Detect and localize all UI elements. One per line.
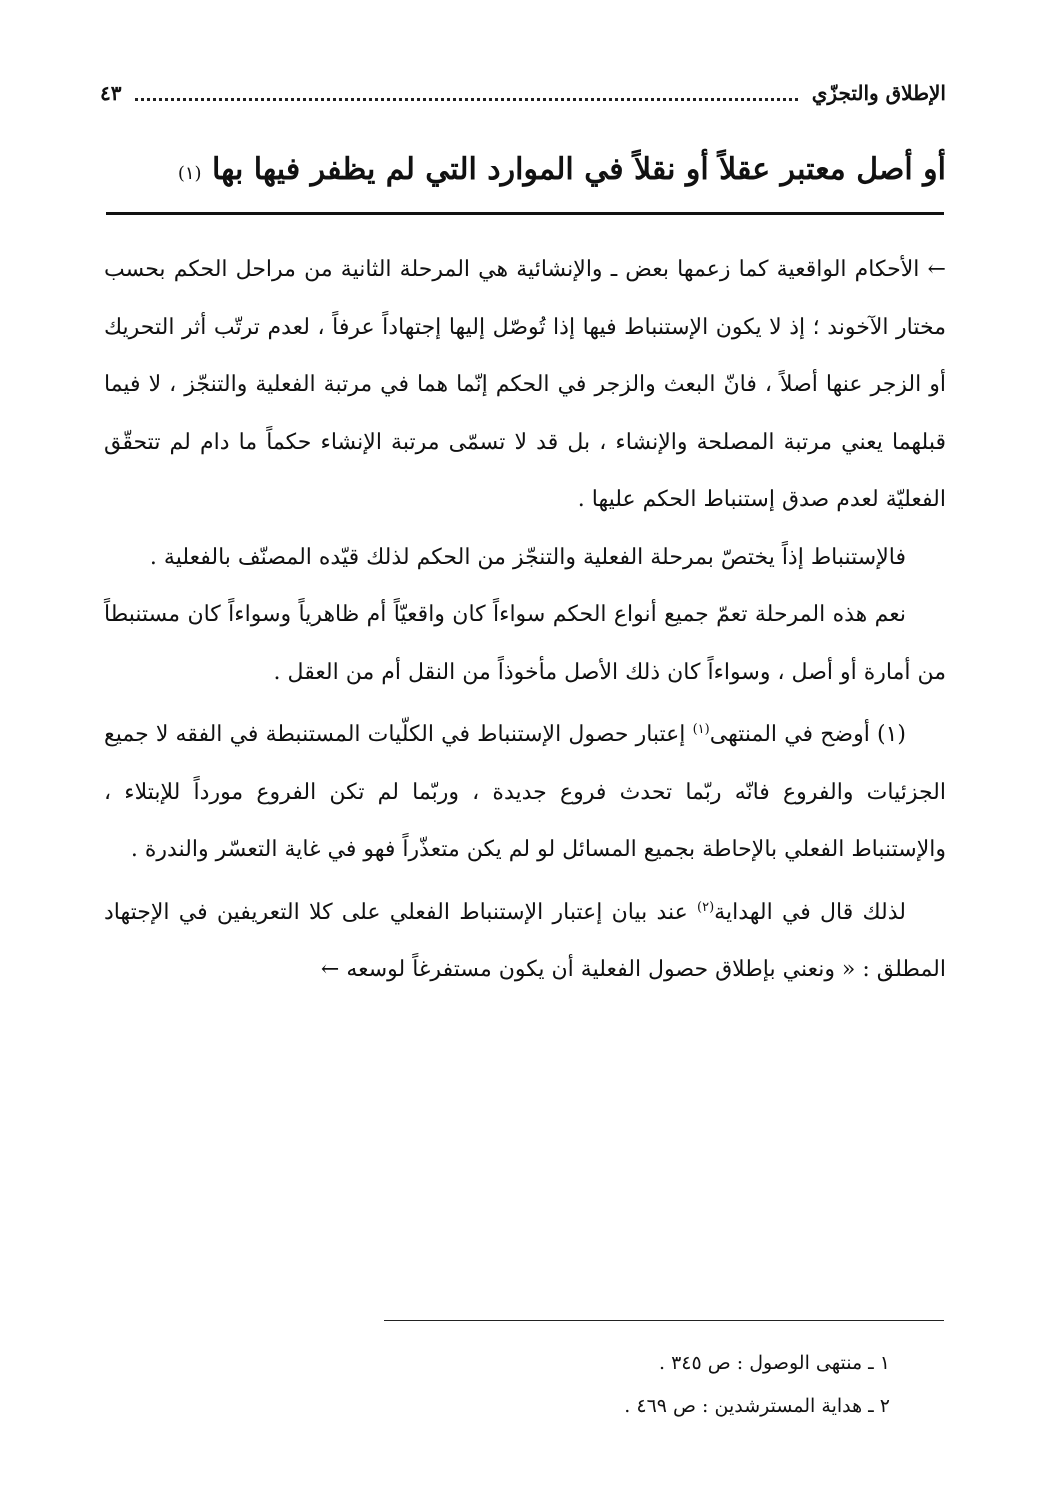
paragraph-footnote-one — [104, 701, 946, 879]
footnote-one-ref: (١) — [692, 722, 710, 737]
dotted-leader — [135, 86, 797, 101]
paragraph-hidaya — [104, 879, 946, 999]
heading-footnote-ref: (١) — [177, 163, 202, 184]
paragraph-naam: نعم هذه المرحلة تعمّ جميع أنواع الحكم سواءاً كان واقعيّاً أم ظاهرياً وسواءاً كان مستنبطاً من أمارة أو أصل ، وسواءاً كان ذلك الأصل مأخوذاً من النقل أم من العقل . — [104, 602, 946, 685]
footnotes — [300, 1342, 890, 1428]
footnote-one-prefix: (١) أوضح في المنتهى — [709, 722, 906, 747]
footnote-item: ١ ـ منتهى الوصول : ص ٣٤٥ . — [659, 1352, 890, 1374]
heading-divider — [106, 212, 944, 215]
page-number: ٤٣ — [100, 81, 122, 105]
heading-text: أو أصل معتبر عقلاً أو نقلاً في الموارد التي لم يظفر فيها بها — [212, 152, 946, 187]
hidaya-prefix: لذلك قال في الهداية — [714, 899, 906, 925]
footnote-item: ٢ ـ هداية المسترشدين : ص ٤٦٩ . — [624, 1395, 890, 1417]
running-header-title: الإطلاق والتجزّي — [811, 81, 946, 105]
paragraph-continuation: ← الأحكام الواقعية كما زعمها بعض ـ والإنشائية هي المرحلة الثانية من مراحل الحكم بحسب مختار الآخوند ؛ إذ لا يكون الإستنباط فيها إذا تُوصّل إليها إجتهاداً عرفاً ، لعدم ترتّب أثر التحريك أو الزجر عنها أصلاً ، فانّ البعث والزجر في الحكم إنّما هما في مرتبة الفعلية والتنجّز ، لا فيما قبلهما يعني مرتبة المصلحة والإنشاء ، بل قد لا تسمّى مرتبة الإنشاء حكماً ما دام لم تتحقّق الفعليّة لعدم صدق إستنباط الحكم عليها . — [104, 257, 946, 512]
hidaya-rest: عند بيان إعتبار الإستنباط الفعلي على كلا التعريفين في الإجتهاد المطلق : « ونعني بإطلاق حصول الفعلية أن يكون مستفرغاً لوسعه ← — [104, 899, 946, 982]
body-text — [104, 241, 946, 999]
carried-heading — [100, 148, 946, 196]
hidaya-ref: (٢) — [697, 899, 715, 915]
paragraph-istinbat: فالإستنباط إذاً يختصّ بمرحلة الفعلية والتنجّز من الحكم لذلك قيّده المصنّف بالفعلية . — [149, 544, 906, 570]
footnote-divider — [384, 1320, 944, 1321]
footnote-one-rest: إعتبار حصول الإستنباط في الكلّيات المستنبطة في الفقه لا جميع الجزئيات والفروع فانّه ربّما تحدث فروع جديدة ، وربّما لم تكن الفروع مورداً للإبتلاء ، والإستنباط الفعلي بالإحاطة بجميع المسائل لو لم يكن متعذّراً فهو في غاية التعسّر والندرة . — [104, 722, 946, 862]
running-header — [100, 76, 946, 110]
